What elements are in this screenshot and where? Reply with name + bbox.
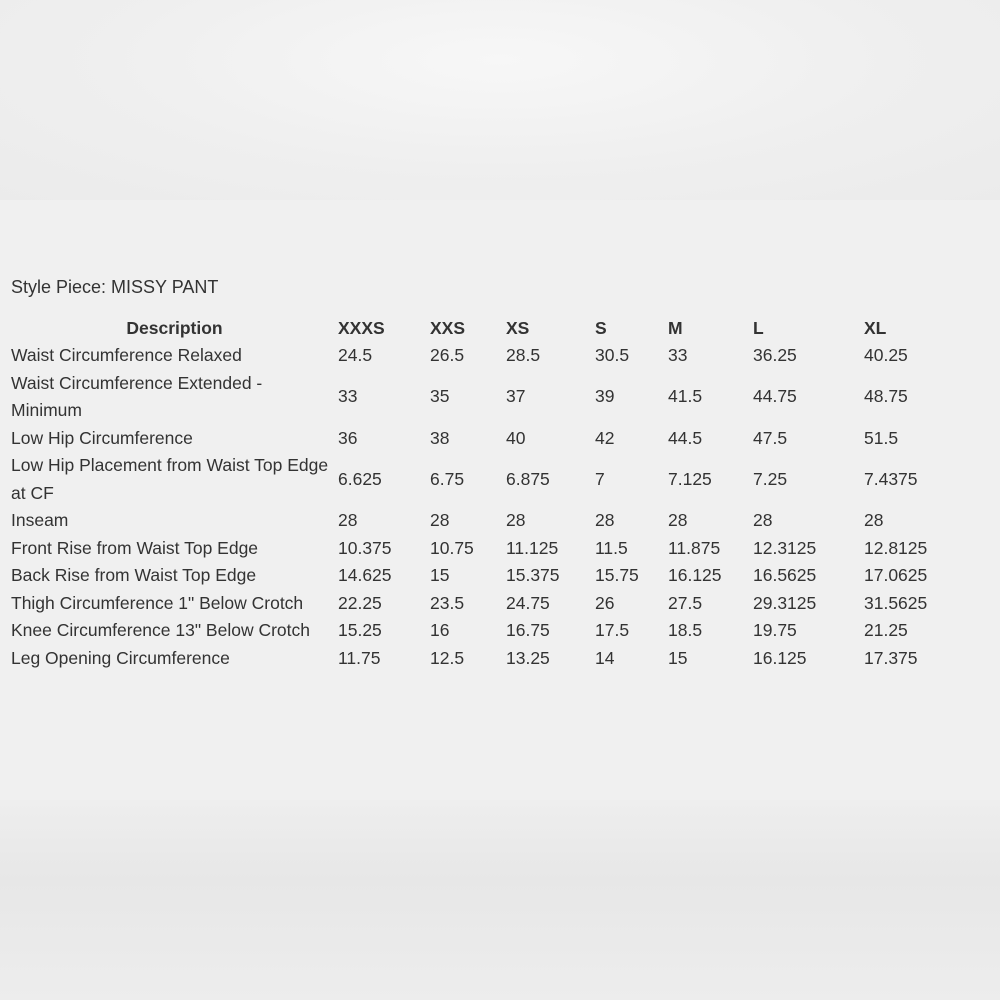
- cell-value: 15: [668, 647, 688, 668]
- cell-value: 35: [430, 386, 450, 407]
- background-bottom: [0, 800, 1000, 1000]
- cell-value: 38: [430, 427, 450, 448]
- cell-value: 12.3125: [753, 537, 817, 558]
- cell-value: 6.625: [338, 468, 382, 489]
- cell-value: 28: [753, 510, 773, 530]
- column-header-s: S: [595, 317, 607, 338]
- cell-value: 48.75: [864, 386, 908, 407]
- cell-value: 28: [338, 510, 358, 530]
- column-header-m: M: [668, 317, 683, 338]
- cell-value: 22.25: [338, 592, 382, 613]
- table-row: [11, 617, 971, 645]
- column-header-xs: XS: [506, 317, 530, 338]
- cell-value: 15: [430, 565, 450, 585]
- cell-value: 17.375: [864, 647, 918, 668]
- cell-value: 36.25: [753, 345, 797, 365]
- cell-value: 33: [338, 386, 358, 407]
- cell-value: 12.5: [430, 647, 465, 668]
- cell-value: 40: [506, 427, 526, 448]
- cell-value: 6.875: [506, 468, 550, 489]
- cell-value: 10.75: [430, 537, 474, 558]
- column-header-xxs: XXS: [430, 317, 466, 338]
- cell-value: 28.5: [506, 345, 541, 365]
- row-label: Front Rise from Waist Top Edge: [11, 537, 259, 558]
- cell-value: 7.25: [753, 468, 788, 489]
- cell-value: 39: [595, 386, 615, 407]
- cell-value: 11.125: [506, 537, 559, 558]
- cell-value: 28: [430, 510, 450, 530]
- row-label: Back Rise from Waist Top Edge: [11, 565, 257, 585]
- cell-value: 15.25: [338, 620, 382, 640]
- cell-value: 42: [595, 427, 615, 448]
- cell-value: 16.5625: [753, 565, 817, 585]
- cell-value: 17.5: [595, 620, 630, 640]
- cell-value: 7.4375: [864, 468, 918, 489]
- cell-value: 28: [668, 510, 688, 530]
- cell-value: 27.5: [668, 592, 703, 613]
- cell-value: 21.25: [864, 620, 908, 640]
- cell-value: 23.5: [430, 592, 465, 613]
- cell-value: 44.75: [753, 386, 797, 407]
- cell-value: 10.375: [338, 537, 392, 558]
- cell-value: 17.0625: [864, 565, 928, 585]
- table-row: [11, 562, 971, 590]
- table-row: [11, 370, 971, 425]
- cell-value: 6.75: [430, 468, 465, 489]
- cell-value: 11.75: [338, 647, 381, 668]
- column-header-xl: XL: [864, 317, 887, 338]
- cell-value: 16.125: [753, 647, 807, 668]
- column-header-l: L: [753, 317, 764, 338]
- cell-value: 26: [595, 592, 615, 613]
- column-header-xxxs: XXXS: [338, 317, 385, 338]
- cell-value: 29.3125: [753, 592, 817, 613]
- table-row: [11, 535, 971, 563]
- table-header-row: [11, 314, 971, 342]
- table-row: [11, 342, 971, 370]
- cell-value: 13.25: [506, 647, 550, 668]
- cell-value: 47.5: [753, 427, 788, 448]
- size-chart-table: [11, 314, 971, 672]
- table-row: [11, 507, 971, 535]
- style-piece-title: Style Piece: MISSY PANT: [11, 277, 219, 297]
- cell-value: 36: [338, 427, 358, 448]
- cell-value: 19.75: [753, 620, 797, 640]
- cell-value: 40.25: [864, 345, 908, 365]
- row-label: Low Hip Circumference: [11, 427, 193, 448]
- column-header-description: Description: [126, 317, 223, 338]
- table-row: [11, 425, 971, 453]
- cell-value: 28: [595, 510, 615, 530]
- cell-value: 15.75: [595, 565, 639, 585]
- cell-value: 11.875: [668, 537, 721, 558]
- cell-value: 7: [595, 468, 605, 489]
- cell-value: 26.5: [430, 345, 465, 365]
- cell-value: 18.5: [668, 620, 703, 640]
- cell-value: 11.5: [595, 537, 628, 558]
- table-row: [11, 590, 971, 618]
- row-label: Leg Opening Circumference: [11, 647, 230, 668]
- background-top: [0, 0, 1000, 200]
- row-label: Knee Circumference 13" Below Crotch: [11, 620, 310, 640]
- cell-value: 12.8125: [864, 537, 928, 558]
- table-row: [11, 452, 971, 507]
- row-label: Waist Circumference Extended - Minimum: [11, 372, 263, 420]
- cell-value: 24.5: [338, 345, 373, 365]
- cell-value: 16.75: [506, 620, 550, 640]
- cell-value: 14: [595, 647, 615, 668]
- row-label: Thigh Circumference 1" Below Crotch: [11, 592, 304, 613]
- cell-value: 28: [864, 510, 884, 530]
- row-label: Inseam: [11, 510, 69, 530]
- cell-value: 16: [430, 620, 450, 640]
- size-chart-panel: [0, 200, 1000, 800]
- cell-value: 16.125: [668, 565, 722, 585]
- cell-value: 15.375: [506, 565, 560, 585]
- cell-value: 51.5: [864, 427, 899, 448]
- cell-value: 7.125: [668, 468, 712, 489]
- row-label: Waist Circumference Relaxed: [11, 345, 242, 365]
- cell-value: 44.5: [668, 427, 703, 448]
- cell-value: 24.75: [506, 592, 550, 613]
- row-label: Low Hip Placement from Waist Top Edge at CF: [11, 455, 329, 503]
- cell-value: 33: [668, 345, 688, 365]
- cell-value: 37: [506, 386, 526, 407]
- cell-value: 41.5: [668, 386, 703, 407]
- cell-value: 14.625: [338, 565, 392, 585]
- cell-value: 30.5: [595, 345, 630, 365]
- cell-value: 31.5625: [864, 592, 928, 613]
- cell-value: 28: [506, 510, 526, 530]
- table-row: [11, 645, 971, 673]
